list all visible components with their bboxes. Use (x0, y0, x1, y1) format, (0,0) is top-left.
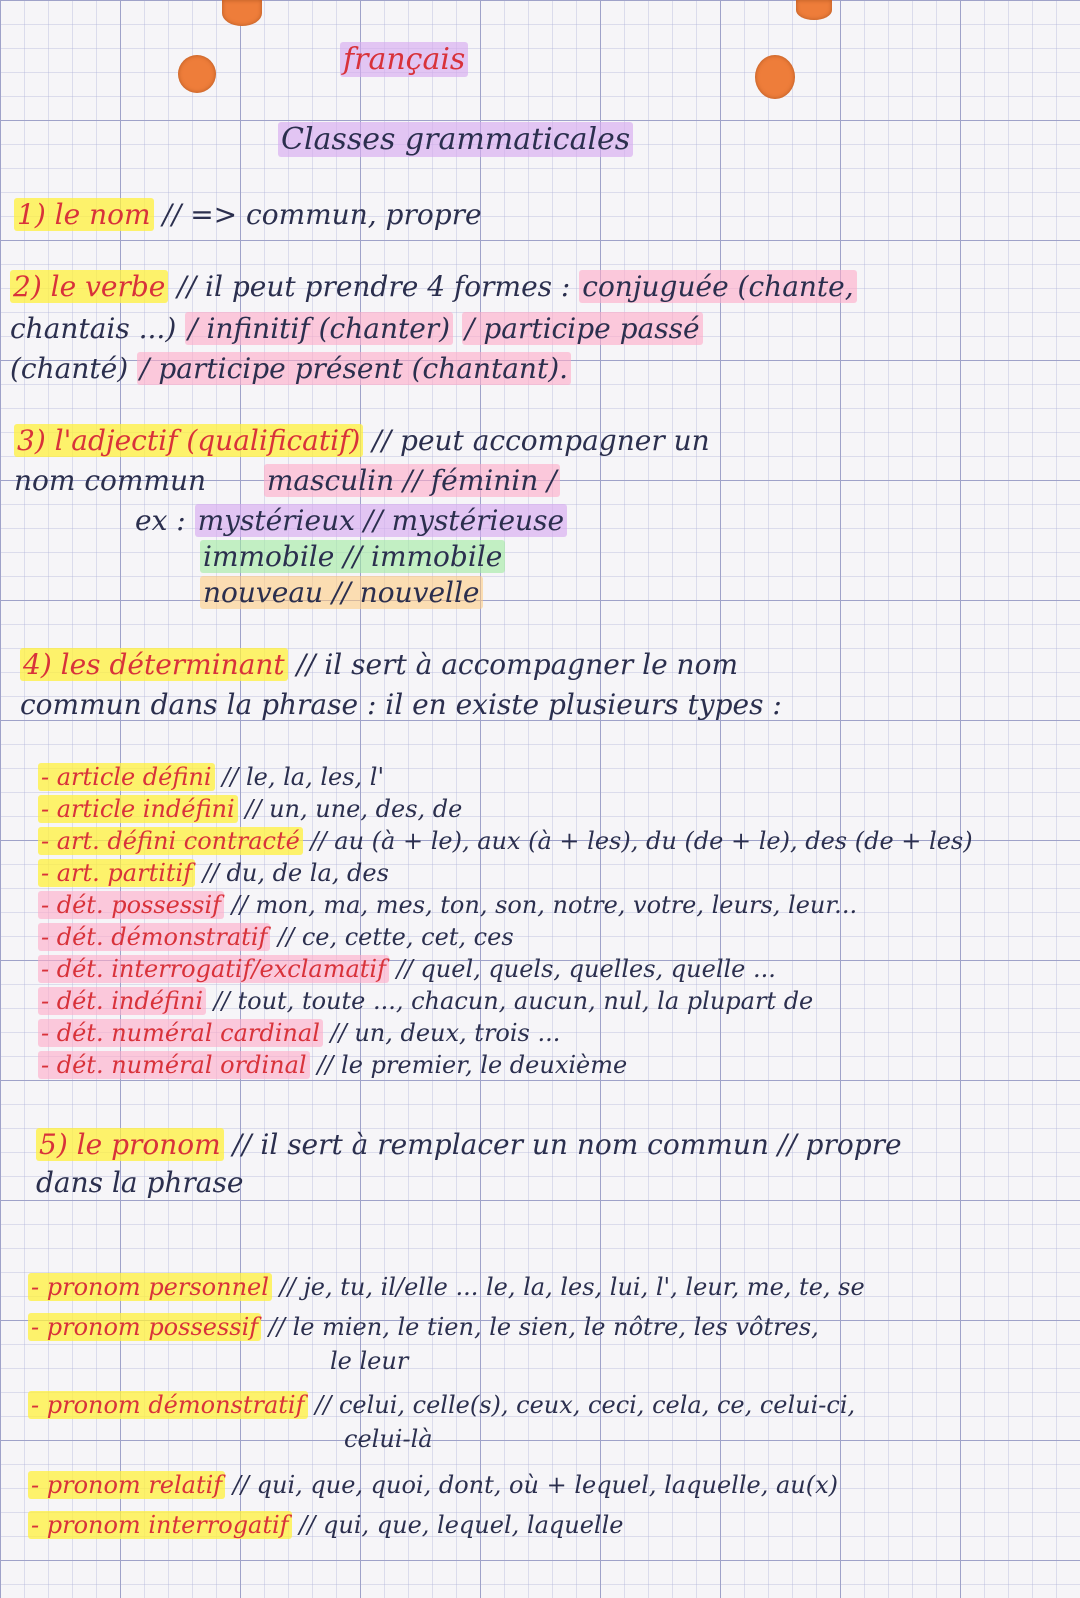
verb-form-conjugated: conjuguée (chante, (579, 270, 856, 303)
determinant-item: - dét. interrogatif/exclamatif // quel, quels, quelles, quelle ... (38, 952, 776, 986)
determinant-item: - art. défini contracté // au (à + le), aux (à + les), du (de + le), des (de + les) (38, 824, 973, 858)
section-5-line-2 (36, 1166, 243, 1200)
determinant-item: - art. partitif // du, de la, des (38, 856, 389, 890)
section-3-text-cont: nom commun (14, 464, 207, 497)
section-4-text: // il sert à accompagner le nom (296, 648, 738, 681)
section-4-text-cont: commun dans la phrase : il en existe plusieurs types : (20, 688, 782, 721)
section-3-gender: masculin // féminin / (264, 464, 560, 497)
example-immobile: immobile // immobile (200, 540, 505, 573)
determinant-item: - article indéfini // un, une, des, de (38, 792, 462, 826)
section-4-line-1 (20, 648, 738, 682)
section-1-text: // => commun, propre (162, 198, 482, 231)
section-3-line-1 (14, 424, 710, 458)
example-label: ex : (135, 504, 186, 537)
determinant-item: - dét. démonstratif // ce, cette, cet, ces (38, 920, 514, 954)
pronoun-item-cont: celui-là (344, 1425, 433, 1453)
section-2-intro: // il peut prendre 4 formes : (177, 270, 571, 303)
section-2-line-3 (10, 352, 571, 386)
determinant-item: - dét. numéral ordinal // le premier, le deuxième (38, 1048, 627, 1082)
punch-hole-top-right (796, 0, 832, 20)
section-3-heading: 3) l'adjectif (qualificatif) (14, 424, 363, 457)
punch-hole-right (755, 55, 795, 99)
section-2-line-2 (10, 312, 703, 346)
verb-form-present-participle: / participe présent (chantant). (137, 352, 571, 385)
section-5-text-cont: dans la phrase (36, 1166, 244, 1199)
pronoun-item-cont: le leur (330, 1347, 409, 1375)
pronoun-item: - pronom personnel // je, tu, il/elle ... le, la, les, lui, l', leur, me, te, se (28, 1270, 865, 1304)
section-3-example-3 (200, 576, 483, 610)
punch-hole-left (178, 55, 216, 93)
pronoun-item: - pronom possessif // le mien, le tien, le sien, le nôtre, les vôtres, (28, 1310, 819, 1344)
page-title: Classes grammaticales (278, 122, 633, 157)
verb-form-past-participle-cont: (chanté) (10, 352, 129, 385)
determinant-item: - dét. indéfini // tout, toute ..., chacun, aucun, nul, la plupart de (38, 984, 813, 1018)
pronoun-item: - pronom relatif // qui, que, quoi, dont, où + lequel, laquelle, au(x) (28, 1468, 838, 1502)
section-3-line-2 (14, 464, 560, 498)
determinant-item: - dét. numéral cardinal // un, deux, trois ... (38, 1016, 560, 1050)
section-2-line-1 (10, 270, 857, 304)
verb-form-conjugated-cont: chantais ...) (10, 312, 177, 345)
section-2-heading: 2) le verbe (10, 270, 168, 303)
pronoun-item: - pronom démonstratif // celui, celle(s), ceux, ceci, cela, ce, celui-ci, (28, 1388, 855, 1422)
verb-form-infinitive: / infinitif (chanter) (185, 312, 453, 345)
determinant-item: - article défini // le, la, les, l' (38, 760, 384, 794)
example-mysterieux: mystérieux // mystérieuse (195, 504, 567, 537)
section-1-line (14, 198, 482, 232)
section-5-line-1 (36, 1128, 902, 1162)
section-4-line-2 (20, 688, 782, 722)
section-3-example-1 (135, 504, 567, 538)
section-5-heading: 5) le pronom (36, 1128, 224, 1161)
punch-hole-top (222, 0, 262, 26)
section-4-heading: 4) les déterminant (20, 648, 288, 681)
section-3-text: // peut accompagner un (372, 424, 710, 457)
determinant-item: - dét. possessif // mon, ma, mes, ton, son, notre, votre, leurs, leur... (38, 888, 857, 922)
section-5-text: // il sert à remplacer un nom commun // propre (232, 1128, 902, 1161)
section-1-heading: 1) le nom (14, 198, 154, 231)
section-3-example-2 (200, 540, 505, 574)
example-nouveau: nouveau // nouvelle (200, 576, 483, 609)
pronoun-item: - pronom interrogatif // qui, que, lequel, laquelle (28, 1508, 623, 1542)
subject-heading: français (340, 42, 468, 77)
verb-form-past-participle: / participe passé (462, 312, 703, 345)
